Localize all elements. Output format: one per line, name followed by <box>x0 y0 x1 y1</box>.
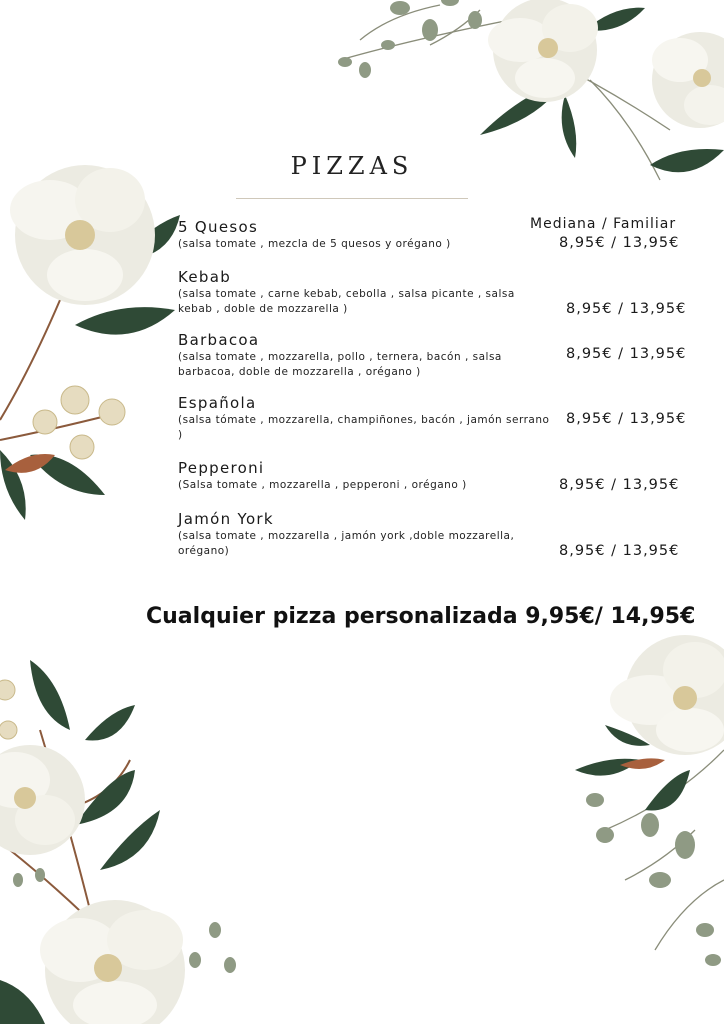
menu-item <box>178 509 698 559</box>
item-price: 8,95€ / 13,95€ <box>559 543 680 559</box>
item-name: Barbacoa <box>178 331 260 349</box>
item-name: Kebab <box>178 268 232 286</box>
menu-item <box>178 393 698 443</box>
size-header: Mediana / Familiar <box>530 216 677 232</box>
item-price: 8,95€ / 13,95€ <box>559 477 680 493</box>
item-price: 8,95€ / 13,95€ <box>566 346 687 362</box>
item-price: 8,95€ / 13,95€ <box>566 301 687 317</box>
floral-decoration-bottom-left <box>0 630 250 1024</box>
menu-item <box>178 330 698 380</box>
floral-decoration-bottom-right <box>565 630 724 970</box>
item-name: Pepperoni <box>178 459 265 477</box>
item-description: (salsa tomate , carne kebab, cebolla , salsa picante , salsa kebab , doble de mozzarella ) <box>178 288 515 315</box>
item-name: Jamón York <box>178 510 274 528</box>
item-price: 8,95€ / 13,95€ <box>559 235 680 251</box>
menu-item <box>178 217 698 252</box>
floral-decoration-left <box>0 150 185 530</box>
item-name: 5 Quesos <box>178 218 259 236</box>
item-price: 8,95€ / 13,95€ <box>566 411 687 427</box>
title-divider <box>236 198 468 199</box>
item-description: (salsa tomate , mozzarella, pollo , ternera, bacón , salsa barbacoa, doble de mozzarella , orégano ) <box>178 351 502 378</box>
item-description: (Salsa tomate , mozzarella , pepperoni , orégano ) <box>178 479 467 491</box>
item-name: Española <box>178 394 257 412</box>
menu-title: PIZZAS <box>290 152 414 180</box>
menu-item <box>178 267 698 317</box>
menu-item <box>178 458 698 493</box>
custom-pizza-promo: Cualquier pizza personalizada 9,95€/ 14,95€ <box>146 604 696 629</box>
item-description: (salsa tómate , mozzarella, champiñones, bacón , jamón serrano ) <box>178 414 550 441</box>
item-description: (salsa tomate , mozzarella , jamón york ,doble mozzarella, orégano) <box>178 530 515 557</box>
item-description: (salsa tomate , mezcla de 5 quesos y orégano ) <box>178 238 451 250</box>
